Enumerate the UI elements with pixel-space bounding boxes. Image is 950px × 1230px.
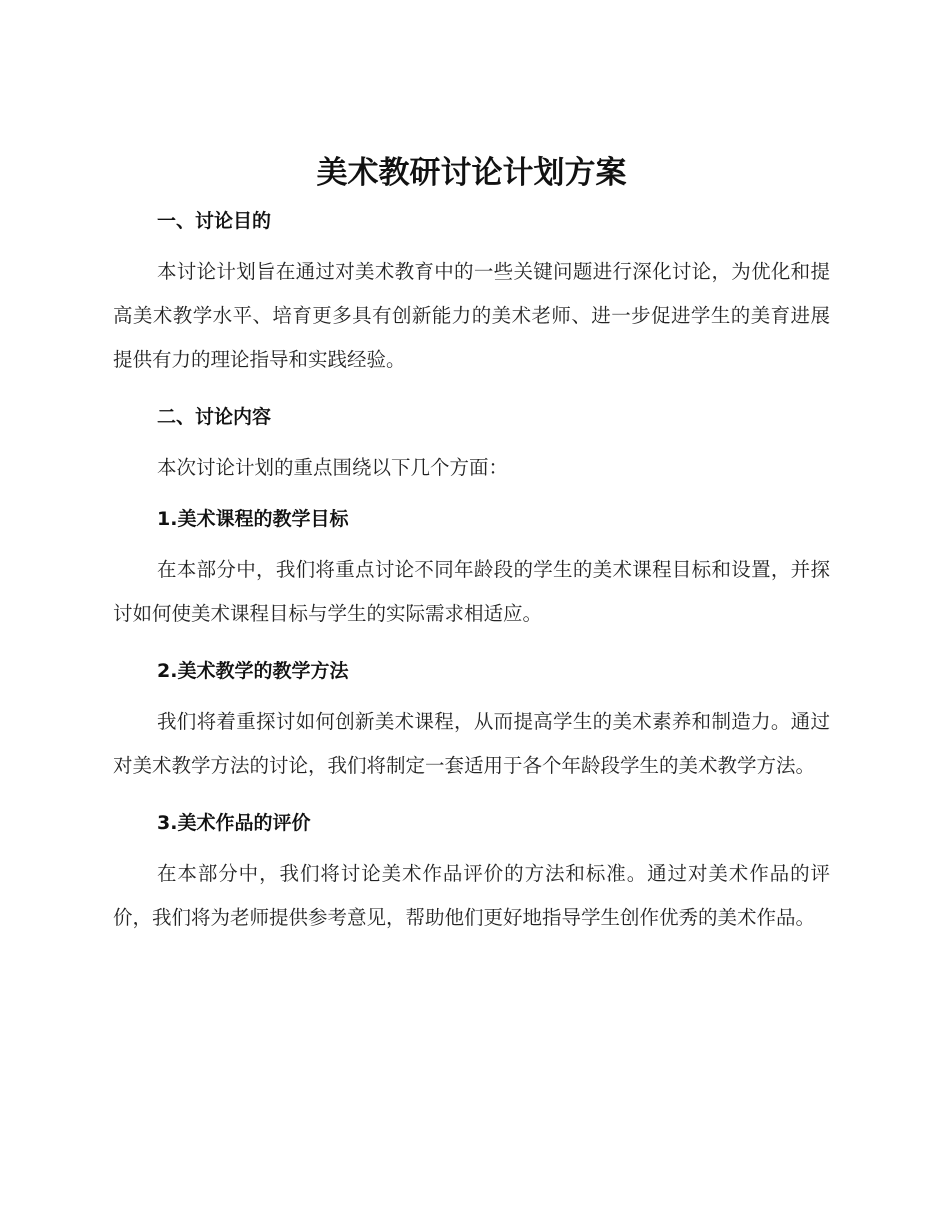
section-heading-purpose: 一、讨论目的: [157, 210, 272, 232]
subsection-heading-methods: 2.美术教学的教学方法: [157, 660, 349, 682]
section-heading-content: 二、讨论内容: [157, 406, 272, 428]
subsection-heading-evaluation: 3.美术作品的评价: [157, 812, 311, 834]
section-paragraph-purpose: 本讨论计划旨在通过对美术教育中的一些关键问题进行深化讨论，为优化和提高美术教学水平、培育更多具有创新能力的美术老师、进一步促进学生的美育进展提供有力的理论指导和实践经验。: [113, 260, 830, 371]
document-title: 美术教研讨论计划方案: [316, 155, 627, 191]
subsection-paragraph-evaluation: 在本部分中，我们将讨论美术作品评价的方法和标准。通过对美术作品的评价，我们将为老师提供参考意见，帮助他们更好地指导学生创作优秀的美术作品。: [113, 862, 830, 929]
section-paragraph-content: 本次讨论计划的重点围绕以下几个方面：: [157, 456, 509, 479]
subsection-paragraph-goals: 在本部分中，我们将重点讨论不同年龄段的学生的美术课程目标和设置，并探讨如何使美术课程目标与学生的实际需求相适应。: [113, 558, 830, 625]
subsection-heading-goals: 1.美术课程的教学目标: [157, 508, 349, 530]
subsection-paragraph-methods: 我们将着重探讨如何创新美术课程，从而提高学生的美术素养和制造力。通过对美术教学方法的讨论，我们将制定一套适用于各个年龄段学生的美术教学方法。: [113, 710, 830, 777]
document-page: [113, 150, 830, 940]
